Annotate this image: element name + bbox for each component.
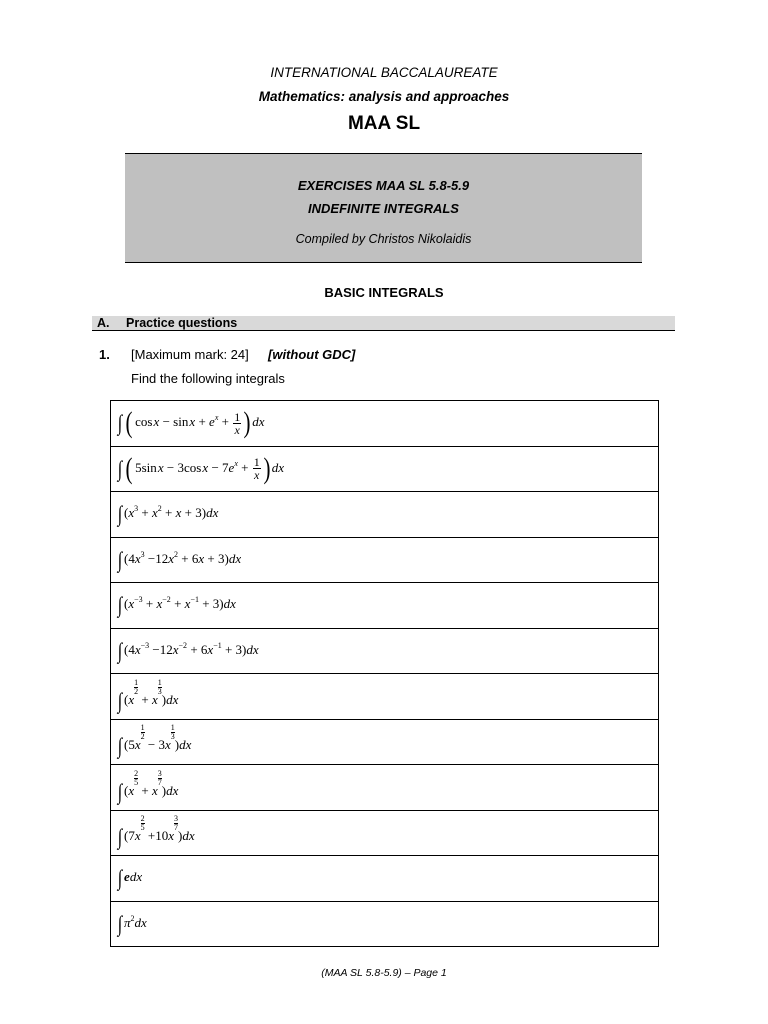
question-number: 1. — [99, 347, 110, 362]
table-row — [111, 628, 659, 674]
integrals-table — [110, 400, 659, 947]
integral-7: ∫ (x $\frac{1}{2}$ + x $\frac{1}{3}$ )dx — [111, 674, 659, 720]
section-heading: BASIC INTEGRALS — [324, 285, 444, 300]
section-title: Practice questions — [126, 316, 238, 330]
question-gdc: [without GDC] — [268, 347, 356, 362]
question-marks: [Maximum mark: 24] — [131, 347, 249, 362]
banner-title-1: EXERCISES MAA SL 5.8-5.9 — [297, 178, 470, 193]
header-line-1: INTERNATIONAL BACCALAUREATE — [270, 65, 498, 80]
table-row — [111, 901, 659, 947]
banner-author: Compiled by Christos Nikolaidis — [295, 232, 472, 246]
integral-2: ∫ ( 5sin x − 3cos $x - 7e^x$ + $\frac{1}{x}$ ) dx — [111, 446, 659, 492]
integral-1: ∫ ( cos x − sin $x + e^x$ + $\frac{1}{x}$ ) dx — [111, 401, 659, 447]
table-row — [111, 401, 659, 447]
banner-title-2: INDEFINITE INTEGRALS — [308, 201, 459, 216]
header-line-2: Mathematics: analysis and approaches — [258, 89, 510, 104]
table-row — [111, 583, 659, 629]
page-footer: (MAA SL 5.8-5.9) – Page 1 — [321, 967, 447, 979]
integral-11: ∫ edx — [111, 856, 659, 902]
table-row — [111, 492, 659, 538]
integral-6: ∫ $(4x^{-3} -12x^{-2} + 6x^{-1} + 3)dx$ — [111, 628, 659, 674]
table-row — [111, 765, 659, 811]
integral-5: ∫ $(x^{-3} + x^{-2} + x^{-1} + 3)dx$ — [111, 583, 659, 629]
table-row — [111, 810, 659, 856]
section-letter: A. — [97, 316, 110, 330]
integral-8: ∫ (5x $\frac{1}{2}$ − 3x $\frac{1}{3}$ )dx — [111, 719, 659, 765]
integral-9: ∫ (x $\frac{2}{5}$ + x $\frac{3}{7}$ )dx — [111, 765, 659, 811]
integral-10: ∫ (7x $\frac{2}{5}$ +10x $\frac{3}{7}$ )dx — [111, 810, 659, 856]
table-row — [111, 446, 659, 492]
section-bar — [92, 316, 675, 331]
integral-12: ∫ $\pi^2dx$ — [111, 901, 659, 947]
table-row — [111, 719, 659, 765]
integral-3: ∫ $(x^3 + x^2 + x + 3)dx$ — [111, 492, 659, 538]
question-prompt: Find the following integrals — [131, 371, 285, 386]
table-row — [111, 537, 659, 583]
title-banner — [125, 153, 642, 263]
table-row — [111, 856, 659, 902]
integral-4: ∫ $(4x^3 -12x^2 + 6x + 3)dx$ — [111, 537, 659, 583]
document-title: MAA SL — [347, 113, 421, 134]
table-row — [111, 674, 659, 720]
